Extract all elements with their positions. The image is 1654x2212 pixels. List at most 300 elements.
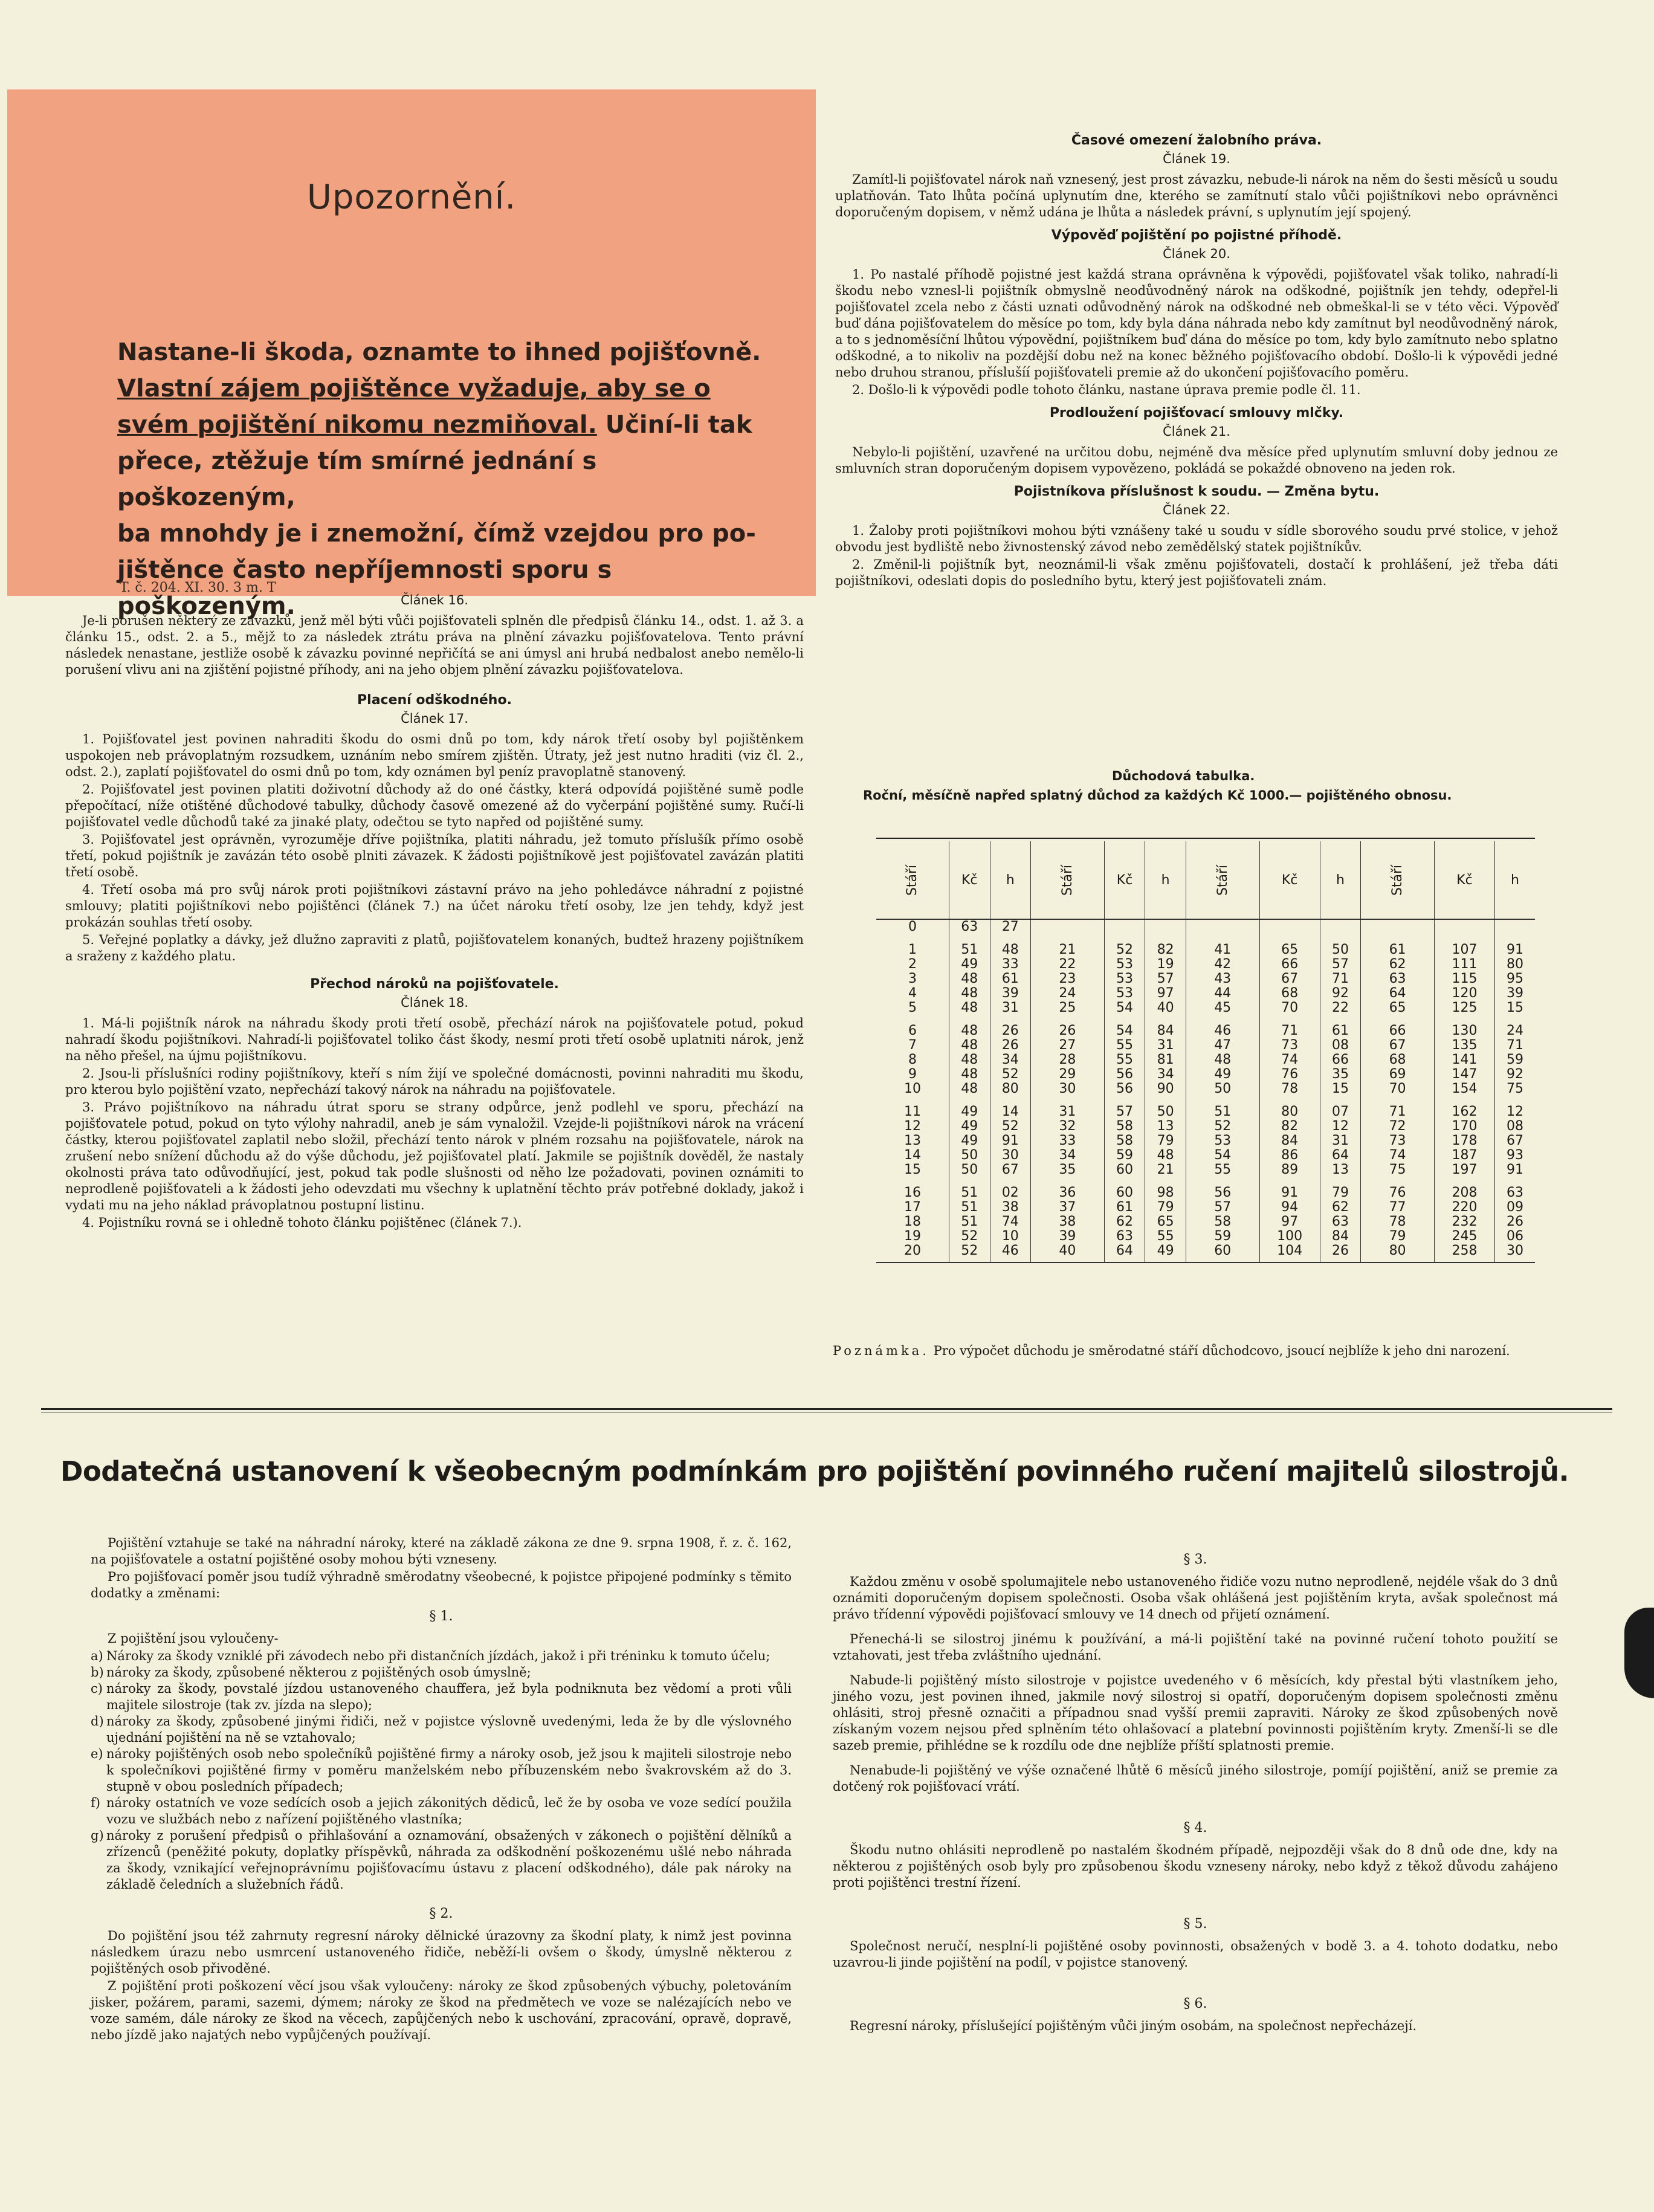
annuity-header-cell bbox=[1320, 841, 1361, 919]
section-6-number: § 6. bbox=[1183, 1996, 1207, 2011]
annuity-cell: 31 bbox=[1145, 1038, 1186, 1053]
annuity-cell: 55 bbox=[1186, 1163, 1259, 1177]
annuity-row bbox=[876, 1200, 1535, 1215]
annuity-header-label: h bbox=[1336, 872, 1345, 888]
annuity-cell: 60 bbox=[1104, 1163, 1145, 1177]
annuity-cell: 28 bbox=[1031, 1053, 1105, 1067]
annuity-cell: 84 bbox=[1259, 1134, 1320, 1148]
annuity-cell: 18 bbox=[904, 1214, 921, 1229]
article-18-para-4: 4. Pojistníku rovná se i ohledně tohoto článku pojištěnec (článek 7.). bbox=[82, 1215, 522, 1230]
exclusion-item-text: Nároky za škody vzniklé při závodech nebo při distančních jízdách, jakož i při tréninku k tomuto účelu; bbox=[106, 1649, 770, 1663]
annuity-row bbox=[876, 986, 1535, 1001]
annuity-header-label: h bbox=[1511, 872, 1519, 888]
annuity-cell: 12 bbox=[1495, 1096, 1535, 1119]
annuity-cell: 81 bbox=[1145, 1053, 1186, 1067]
annuity-cell: 48 bbox=[949, 1053, 990, 1067]
annuity-cell: 48 bbox=[949, 1067, 990, 1082]
annuity-header-label: Kč bbox=[1116, 872, 1133, 888]
annuity-cell: 33 bbox=[1031, 1134, 1105, 1148]
section-2-para-2: Z pojištění proti poškození věcí jsou však vyloučeny: nároky ze škod způsobených výbuchy, poletováním jisker, požárem, parami, sazemi, dýmem; nároky ze škod na předmětech ve voze se nalézajících nebo ve voze samém, dále nároky ze škod na věcech, zapůjčených nebo k uschování, zpracování, opravě, dopravě, nebo jízdě jako najatých nebo vypůjčených používají. bbox=[91, 1979, 792, 2042]
article-17-para-1: 1. Pojišťovatel jest povinen nahraditi škodu do osmi dnů po tom, kdy nárok třetí osoby byl pojištěnkem uspokojen neb právoplatným rozsudkem, uznáním nebo smírem zjištěn. Útraty, jež jest nutno hraditi (viz čl. 2., odst. 2.), zaplatí pojišťovatel do osmi dnů po tom, kdy oznámen byl peníz pravoplatně stanovený. bbox=[65, 732, 804, 779]
annuity-row bbox=[876, 957, 1535, 972]
annuity-cell: 31 bbox=[1320, 1134, 1361, 1148]
exclusion-item-letter: e) bbox=[91, 1747, 103, 1761]
article-20-heading: Výpověď pojištění po pojistné příhodě. bbox=[1051, 228, 1342, 243]
annuity-cell: 95 bbox=[1495, 972, 1535, 986]
annuity-cell: 120 bbox=[1434, 986, 1494, 1001]
annuity-cell: 50 bbox=[1186, 1082, 1259, 1096]
annuity-cell: 48 bbox=[990, 934, 1031, 957]
annuity-cell: 48 bbox=[949, 1015, 990, 1038]
annuity-cell: 55 bbox=[1145, 1229, 1186, 1244]
annuity-cell: 29 bbox=[1031, 1067, 1105, 1082]
annuity-cell: 71 bbox=[1320, 972, 1361, 986]
annuity-header-cell bbox=[1031, 841, 1105, 919]
annuity-cell: 61 bbox=[990, 972, 1031, 986]
annuity-cell: 53 bbox=[1104, 986, 1145, 1001]
annuity-cell: 14 bbox=[990, 1096, 1031, 1119]
annuity-cell: 22 bbox=[1320, 1001, 1361, 1015]
annuity-cell: 97 bbox=[1145, 986, 1186, 1001]
annuity-cell: 232 bbox=[1434, 1215, 1494, 1229]
annuity-row bbox=[876, 1038, 1535, 1053]
annuity-cell: 1 bbox=[908, 942, 917, 957]
annuity-cell: 50 bbox=[1320, 934, 1361, 957]
article-18-number: Článek 18. bbox=[401, 995, 468, 1010]
annuity-cell: 115 bbox=[1434, 972, 1494, 986]
annuity-cell: 63 bbox=[1320, 1215, 1361, 1229]
article-18-heading: Přechod nároků na pojišťovatele. bbox=[310, 977, 559, 992]
article-17-para-4: 4. Třetí osoba má pro svůj nárok proti pojištníkovi zástavní právo na jeho pohledávce náhradní z pojistné smlouvy; platiti pojištníkovi nebo pojištěnci (článek 7.) na účet nároku třetí osoby, lze jen tehdy, když jest prokázán souhlas třetí osoby. bbox=[65, 882, 804, 930]
article-19-number: Článek 19. bbox=[1163, 152, 1230, 166]
annuity-cell: 26 bbox=[1031, 1015, 1105, 1038]
annuity-cell: 26 bbox=[1495, 1215, 1535, 1229]
annuity-row bbox=[876, 1215, 1535, 1229]
annuity-cell: 245 bbox=[1434, 1229, 1494, 1244]
annuity-cell: 78 bbox=[1361, 1215, 1435, 1229]
annuity-cell: 69 bbox=[1361, 1067, 1435, 1082]
exclusion-item-text: nároky ostatních ve voze sedících osob a jejich zákonitých dědiců, leč že by osoba ve voze sedící použila vozu ve službách nebo z nařízení pojištěného vlastníka; bbox=[106, 1796, 792, 1826]
annuity-cell: 111 bbox=[1434, 957, 1494, 972]
article-22-para-2: 2. Změnil-li pojištník byt, neoznámil-li však změnu pojišťovateli, dostačí k prohlášení, jež třeba dáti pojištníkovi, odeslati dopis do posledního bytu, který jest pojišťovateli znám. bbox=[835, 557, 1558, 588]
annuity-cell: 135 bbox=[1434, 1038, 1494, 1053]
annuity-cell: 52 bbox=[990, 1067, 1031, 1082]
exclusion-item-letter: d) bbox=[91, 1714, 104, 1729]
annuity-cell: 91 bbox=[990, 1134, 1031, 1148]
annuity-cell: 79 bbox=[1320, 1177, 1361, 1200]
exclusion-item-text: nároky z porušení předpisů o přihlašování a oznamování, obsažených v zákonech o pojištění dělníků a zřízenců (peněžité pokuty, doplatky příspěvků, náhrada za odškodnění poškozenému ušlé nebo náhrada za škody, vznikající veřejnoprávnímu pojišťovacímu ústavu z placení odškodného), dále pak nároky na základě čeledních a služebních řádů. bbox=[106, 1828, 792, 1892]
annuity-cell: 58 bbox=[1104, 1119, 1145, 1134]
annuity-cell: 104 bbox=[1259, 1244, 1320, 1263]
annuity-header-label: Kč bbox=[1456, 872, 1473, 888]
article-20-para-2: 2. Došlo-li k výpovědi podle tohoto článku, nastane úprava premie podle čl. 11. bbox=[852, 383, 1361, 397]
annuity-header-label: Kč bbox=[961, 872, 978, 888]
exclusion-item bbox=[91, 1795, 792, 1828]
section-3-para-4: Nenabude-li pojištěný ve výše označené lhůtě 6 měsíců jiného silostroje, pomíjí pojištění, aniž se premie za dotčený rok pojišťovací vrátí. bbox=[833, 1763, 1558, 1794]
notice-line: jištěnce často nepříjemnosti sporu s poškozeným. bbox=[117, 556, 612, 620]
annuity-cell: 0 bbox=[908, 919, 917, 934]
article-17-para-5: 5. Veřejné poplatky a dávky, jež dlužno zapraviti z platů, pojišťovatelem konaných, budtež hrazeny pojištníkem a sraženy z každého platu. bbox=[65, 933, 804, 963]
annuity-row bbox=[876, 1163, 1535, 1177]
annuity-cell: 162 bbox=[1434, 1096, 1494, 1119]
annuity-cell: 100 bbox=[1259, 1229, 1320, 1244]
annuity-cell: 67 bbox=[1495, 1134, 1535, 1148]
annuity-cell: 98 bbox=[1145, 1177, 1186, 1200]
annuity-cell: 30 bbox=[1495, 1244, 1535, 1263]
article-22-number: Článek 22. bbox=[1163, 503, 1230, 517]
article-16-text: Je-li porušen některý ze závazků, jenž měl býti vůči pojišťovateli splněn dle předpisů článku 14., odst. 1. až 3. a článku 15., odst. 2. a 5., mějž to za následek ztrátu práva na plnění závazku pojišťovatelova. Tento právní následek nenastane, jestliže osobě k závazku povinné nepřičítá se ani úmysl ani hrubá nedbalost anebo nemělo-li porušení vlivu ani na zjištění pojistné příhody, ani na jeho objem plnění závazku pojišťovatelova. bbox=[65, 613, 804, 677]
annuity-cell: 6 bbox=[908, 1023, 917, 1038]
annuity-cell: 75 bbox=[1495, 1082, 1535, 1096]
annuity-cell: 35 bbox=[1320, 1067, 1361, 1082]
annuity-cell: 64 bbox=[1320, 1148, 1361, 1163]
annuity-cell: 63 bbox=[1361, 972, 1435, 986]
article-17-para-2: 2. Pojišťovatel jest povinen platiti doživotní důchody až do oné částky, která odpovídá pojištěné sumě podle přepočítací, níže otištěné důchodové tabulky, důchody časově omezené až do vyčerpání pojištěné sumy. Ručí-li pojišťovatel vedle důchodů také za jinaké platy, odečtou se tyto napřed od pojištěné sumy. bbox=[65, 782, 804, 829]
annuity-table bbox=[876, 841, 1535, 1263]
notice-line: Učiní-li tak bbox=[596, 411, 752, 439]
annuity-cell: 08 bbox=[1320, 1038, 1361, 1053]
annuity-cell: 61 bbox=[1104, 1200, 1145, 1215]
annuity-header-label: h bbox=[1161, 872, 1170, 888]
annuity-header-cell bbox=[1259, 841, 1320, 919]
annuity-cell: 55 bbox=[1104, 1038, 1145, 1053]
annuity-cell: 62 bbox=[1361, 957, 1435, 972]
annuity-cell: 93 bbox=[1495, 1148, 1535, 1163]
annuity-cell: 125 bbox=[1434, 1001, 1494, 1015]
bottom-right-column bbox=[833, 1545, 1558, 2036]
annuity-cell: 71 bbox=[1495, 1038, 1535, 1053]
annuity-cell: 39 bbox=[990, 986, 1031, 1001]
annuity-cell bbox=[1434, 919, 1494, 934]
annuity-cell: 51 bbox=[949, 1200, 990, 1215]
annuity-cell: 92 bbox=[1320, 986, 1361, 1001]
annuity-cell: 54 bbox=[1104, 1001, 1145, 1015]
article-21-number: Článek 21. bbox=[1163, 424, 1230, 439]
exclusion-item bbox=[91, 1681, 792, 1713]
annuity-cell: 30 bbox=[990, 1148, 1031, 1163]
annuity-cell: 25 bbox=[1031, 1001, 1105, 1015]
annuity-cell: 13 bbox=[1320, 1163, 1361, 1177]
annuity-cell: 67 bbox=[990, 1163, 1031, 1177]
annuity-cell: 51 bbox=[949, 1177, 990, 1200]
annuity-cell: 57 bbox=[1104, 1096, 1145, 1119]
exclusion-item-text: nároky pojištěných osob nebo společníků pojištěné firmy a nároky osob, jež jsou k majiteli silostroje nebo k společníkovi pojištěné firmy v poměru manželském nebo příbuzenském nebo švakrovském až do 3. stupně v obou posledních případech; bbox=[106, 1747, 792, 1794]
intro-para-1: Pojištění vztahuje se také na náhradní nároky, které na základě zákona ze dne 9. srpna 1908, ř. z. č. 162, na pojišťovatele a ostatní pojištěné osoby mohou býti vzneseny. bbox=[91, 1536, 792, 1567]
main-title: Dodatečná ustanovení k všeobecným podmínkám pro pojištění povinného ručení majitelů silostrojů. bbox=[60, 1455, 1569, 1487]
exclusion-item-letter: g) bbox=[91, 1828, 104, 1843]
annuity-cell: 52 bbox=[1186, 1119, 1259, 1134]
annuity-cell: 65 bbox=[1361, 1001, 1435, 1015]
annuity-cell: 107 bbox=[1434, 934, 1494, 957]
annuity-cell: 82 bbox=[1259, 1119, 1320, 1134]
annuity-cell: 80 bbox=[1495, 957, 1535, 972]
annuity-cell bbox=[1259, 919, 1320, 934]
article-17-number: Článek 17. bbox=[401, 711, 468, 726]
annuity-row bbox=[876, 934, 1535, 957]
annuity-cell: 21 bbox=[1145, 1163, 1186, 1177]
annuity-cell: 84 bbox=[1145, 1015, 1186, 1038]
annuity-cell: 170 bbox=[1434, 1119, 1494, 1134]
annuity-cell: 20 bbox=[876, 1244, 949, 1263]
annuity-cell: 62 bbox=[1104, 1215, 1145, 1229]
annuity-cell: 77 bbox=[1361, 1200, 1435, 1215]
annuity-header-cell bbox=[1361, 841, 1435, 919]
section-4-number: § 4. bbox=[1183, 1820, 1207, 1835]
annuity-cell: 73 bbox=[1259, 1038, 1320, 1053]
annuity-cell: 49 bbox=[949, 1134, 990, 1148]
annuity-table-title: Důchodová tabulka. bbox=[1112, 769, 1255, 783]
annuity-cell: 71 bbox=[1361, 1096, 1435, 1119]
exclusion-item bbox=[91, 1648, 792, 1664]
annuity-cell: 74 bbox=[990, 1215, 1031, 1229]
annuity-header-label: Stáří bbox=[1215, 864, 1230, 896]
annuity-cell: 59 bbox=[1495, 1053, 1535, 1067]
exclusion-item-letter: a) bbox=[91, 1649, 103, 1663]
annuity-cell: 15 bbox=[1495, 1001, 1535, 1015]
annuity-header-cell bbox=[1434, 841, 1494, 919]
annuity-cell: 64 bbox=[1104, 1244, 1145, 1263]
annuity-cell: 56 bbox=[1186, 1177, 1259, 1200]
notice-print-code: T. č. 204. XI. 30. 3 m. T bbox=[120, 580, 276, 595]
annuity-cell: 51 bbox=[1186, 1096, 1259, 1119]
annuity-cell bbox=[1320, 919, 1361, 934]
annuity-cell: 13 bbox=[904, 1133, 921, 1148]
annuity-cell: 84 bbox=[1320, 1229, 1361, 1244]
section-5-number: § 5. bbox=[1183, 1916, 1207, 1932]
annuity-cell: 71 bbox=[1259, 1015, 1320, 1038]
annuity-cell: 38 bbox=[990, 1200, 1031, 1215]
annuity-cell: 82 bbox=[1145, 934, 1186, 957]
annuity-cell: 10 bbox=[904, 1081, 921, 1096]
annuity-cell: 06 bbox=[1495, 1229, 1535, 1244]
annuity-cell bbox=[1104, 919, 1145, 934]
annuity-cell: 91 bbox=[1495, 1163, 1535, 1177]
annuity-cell: 63 bbox=[949, 919, 990, 934]
annuity-cell: 15 bbox=[904, 1162, 921, 1177]
annuity-cell: 89 bbox=[1259, 1163, 1320, 1177]
annuity-header-label: Stáří bbox=[905, 864, 920, 896]
table-top-rule bbox=[876, 838, 1535, 839]
annuity-cell: 76 bbox=[1259, 1067, 1320, 1082]
exclusion-item bbox=[91, 1828, 792, 1893]
annuity-cell: 91 bbox=[1259, 1177, 1320, 1200]
annuity-cell: 86 bbox=[1259, 1148, 1320, 1163]
annuity-cell: 9 bbox=[908, 1067, 917, 1082]
annuity-row bbox=[876, 1134, 1535, 1148]
annuity-cell: 52 bbox=[1104, 934, 1145, 957]
annuity-cell bbox=[1495, 919, 1535, 934]
annuity-cell: 94 bbox=[1259, 1200, 1320, 1215]
annuity-cell: 48 bbox=[949, 1001, 990, 1015]
annuity-cell bbox=[1145, 919, 1186, 934]
annuity-cell: 39 bbox=[1031, 1229, 1105, 1244]
annuity-header-cell bbox=[1104, 841, 1145, 919]
annuity-cell: 24 bbox=[1031, 986, 1105, 1001]
annuity-cell: 65 bbox=[1145, 1215, 1186, 1229]
article-20-number: Článek 20. bbox=[1163, 247, 1230, 261]
annuity-cell: 63 bbox=[1495, 1177, 1535, 1200]
exclusion-item bbox=[91, 1664, 792, 1681]
annuity-cell: 59 bbox=[1186, 1229, 1259, 1244]
annuity-header-cell bbox=[876, 841, 949, 919]
annuity-row bbox=[876, 1244, 1535, 1263]
annuity-cell: 44 bbox=[1186, 986, 1259, 1001]
annuity-cell: 24 bbox=[1495, 1015, 1535, 1038]
annuity-cell: 49 bbox=[949, 1096, 990, 1119]
annuity-cell: 66 bbox=[1320, 1053, 1361, 1067]
annuity-cell: 48 bbox=[949, 986, 990, 1001]
annuity-row bbox=[876, 919, 1535, 934]
intro-para-2: Pro pojišťovací poměr jsou tudíž výhradně směrodatny všeobecné, k pojistce připojené podmínky s těmito dodatky a změnami: bbox=[91, 1570, 792, 1600]
annuity-cell: 26 bbox=[1320, 1244, 1361, 1263]
notice-line: svém pojištění nikomu nezmiňoval. bbox=[117, 411, 597, 439]
annuity-cell: 36 bbox=[1031, 1177, 1105, 1200]
annuity-cell: 26 bbox=[990, 1015, 1031, 1038]
notice-line: Nastane-li škoda, oznamte to ihned pojišťovně. bbox=[117, 338, 761, 366]
annuity-header-label: h bbox=[1006, 872, 1015, 888]
annuity-cell: 60 bbox=[1186, 1244, 1259, 1263]
annuity-cell: 78 bbox=[1259, 1082, 1320, 1096]
article-21-heading: Prodloužení pojišťovací smlouvy mlčky. bbox=[1049, 406, 1344, 421]
exclusion-item bbox=[91, 1746, 792, 1795]
notice-line: ba mnohdy je i znemožní, čímž vzejdou pro po- bbox=[117, 520, 756, 548]
annuity-row bbox=[876, 1015, 1535, 1038]
annuity-cell: 62 bbox=[1320, 1200, 1361, 1215]
article-22-heading: Pojistníkova příslušnost k soudu. — Změna bytu. bbox=[1013, 484, 1380, 499]
annuity-cell: 27 bbox=[990, 919, 1031, 934]
annuity-cell: 63 bbox=[1104, 1229, 1145, 1244]
annuity-cell: 52 bbox=[990, 1119, 1031, 1134]
annuity-cell: 47 bbox=[1186, 1038, 1259, 1053]
annuity-cell: 09 bbox=[1495, 1200, 1535, 1215]
annuity-cell: 34 bbox=[1031, 1148, 1105, 1163]
annuity-cell: 43 bbox=[1186, 972, 1259, 986]
annuity-cell: 66 bbox=[1361, 1015, 1435, 1038]
annuity-cell: 17 bbox=[904, 1200, 921, 1215]
annuity-cell: 49 bbox=[949, 957, 990, 972]
annuity-cell: 4 bbox=[908, 986, 917, 1001]
annuity-cell: 51 bbox=[949, 934, 990, 957]
section-3-para-2: Přenechá-li se silostroj jinému k používání, a má-li pojištění také na povinné ručení tohoto použití se vztahovati, jest třeba zvláštního ujednání. bbox=[833, 1632, 1558, 1663]
exclusion-item-text: nároky za škody, způsobené některou z pojištěných osob úmyslně; bbox=[106, 1665, 531, 1680]
annuity-row bbox=[876, 1148, 1535, 1163]
annuity-cell: 130 bbox=[1434, 1015, 1494, 1038]
article-18-para-3: 3. Právo pojištníkovo na náhradu útrat sporu se strany odpůrce, jenž podlehl ve sporu, přechází na pojišťovatele potud, pokud on tyto výlohy nahradil, aneb je sám vynaložil. Vzejde-li pojištníkovi nárok na vrácení částky, kterou pojišťovatel zaplatil nebo složil, přechází tento nárok v plném rozsahu na pojišťovatele, nárok na zrušení nebo snížení důchodu až do výše důchodu, jež pojišťovatel platí. Jakmile se pojištník dověděl, že nastaly okolnosti práva tato odůvodňující, jest, pokud tak podle slušnosti od něho lze požadovati, povinen oznámiti to neprodleně pojišťovateli a k žádosti jeho odevzdati mu všechny k uplatnění těchto práv potřebné doklady, jakož i vydati mu na jeho náklad právoplatnou postupní listinu. bbox=[65, 1100, 804, 1212]
annuity-cell: 55 bbox=[1104, 1053, 1145, 1067]
notice-line: přece, ztěžuje tím smírné jednání s poškozeným, bbox=[117, 447, 597, 511]
table-note-label: Poznámka. bbox=[833, 1344, 929, 1358]
annuity-cell: 54 bbox=[1186, 1148, 1259, 1163]
annuity-cell: 19 bbox=[904, 1229, 921, 1244]
exclusion-item-text: nároky za škody, povstalé jízdou ustanoveného chauffera, jež byla podniknuta bez vědomí a proti vůli majitele silostroje (tak zv. jízda na slepo); bbox=[106, 1681, 792, 1712]
exclusion-item-letter: f) bbox=[91, 1796, 100, 1810]
article-18-para-2: 2. Jsou-li příslušníci rodiny pojištníkovy, kteří s ním žijí ve společné domácnosti, povinni nahraditi mu škodu, pro kterou bylo pojištění vzato, nepřechází takový nárok na náhradu na pojišťovatele. bbox=[65, 1066, 804, 1097]
annuity-cell: 08 bbox=[1495, 1119, 1535, 1134]
annuity-cell: 27 bbox=[1031, 1038, 1105, 1053]
article-20-para-1: 1. Po nastalé příhodě pojistné jest každá strana oprávněna k výpovědi, pojišťovatel však toliko, nahradí-li škodu nebo vznesl-li pojištník obmyslně neodůvodněný nárok na odškodné, pojištník jen tehdy, odepřel-li pojišťovatel zcela nebo z části uznati odůvodněný nárok na odškodné neb obmeškal-li se v této věci. Výpověď buď dána pojišťovatelem do měsíce po tom, kdy byla dána náhrada nebo kdy zamítnut byl neodůvodněný nárok, a to s jednoměsíční lhůtou výpovědní, pojištníkem buď dána do měsíce po tom, kdy bylo zamítnuto nebo splatno odškodné, a to nikoliv na pozdější dobu než na konec běžného pojišťovacího období. Došlo-li k výpovědi jedné nebo druhou stranou, příslušíí pojišťovateli premie až do ukončení pojišťovacího poměru. bbox=[835, 267, 1558, 380]
section-1-lead: Z pojištění jsou vyloučeny- bbox=[108, 1631, 279, 1646]
annuity-cell: 75 bbox=[1361, 1163, 1435, 1177]
section-6-text: Regresní nároky, příslušející pojištěným vůči jiným osobám, na společnost nepřecházejí. bbox=[850, 2019, 1417, 2033]
section-2-number: § 2. bbox=[429, 1906, 453, 1921]
annuity-cell: 34 bbox=[1145, 1067, 1186, 1082]
annuity-header-cell bbox=[1495, 841, 1535, 919]
annuity-cell: 52 bbox=[949, 1229, 990, 1244]
bottom-left-column bbox=[91, 1535, 792, 2045]
annuity-cell: 21 bbox=[1031, 934, 1105, 957]
section-3-para-1: Každou změnu v osobě spolumajitele nebo ustanoveného řidiče vozu nutno neprodleně, nejdéle však do 3 dnů oznámiti doporučeným dopisem společnosti. Osoba však ohlášená jest pojištěním kryta, avšak společnost má právo třídenní výpovědi pojišťovací smlouvy ve 14 dnech od přijetí oznámení. bbox=[833, 1574, 1558, 1622]
annuity-cell: 50 bbox=[949, 1148, 990, 1163]
annuity-cell: 12 bbox=[904, 1119, 921, 1134]
table-note bbox=[833, 1343, 1558, 1359]
annuity-cell: 57 bbox=[1320, 957, 1361, 972]
annuity-cell: 54 bbox=[1104, 1015, 1145, 1038]
notice-title: Upozornění. bbox=[306, 178, 517, 217]
section-3-number: § 3. bbox=[1183, 1552, 1207, 1567]
annuity-cell: 80 bbox=[1259, 1096, 1320, 1119]
annuity-row bbox=[876, 1001, 1535, 1015]
annuity-header-label: Stáří bbox=[1390, 864, 1406, 896]
annuity-cell: 13 bbox=[1145, 1119, 1186, 1134]
article-17-para-3: 3. Pojišťovatel jest oprávněn, vyrozuměje dříve pojištníka, platiti náhradu, jež tomuto příslušík přímo osobě třetí, pokud pojištník je zavázán této osobě plniti závazek. K žádosti pojištníkově jest pojišťovatel zavázán platiti třetí osobě. bbox=[65, 832, 804, 879]
section-5-text: Společnost neručí, nesplní-li pojištěné osoby povinnosti, obsažených v bodě 3. a 4. tohoto dodatku, nebo uzavrou-li jinde pojištění na podíl, v pojistce stanovený. bbox=[833, 1939, 1558, 1970]
annuity-table-body bbox=[876, 919, 1535, 1263]
annuity-header-cell bbox=[949, 841, 990, 919]
annuity-cell: 56 bbox=[1104, 1067, 1145, 1082]
annuity-cell: 12 bbox=[1320, 1119, 1361, 1134]
annuity-header-label: Stáří bbox=[1059, 864, 1075, 896]
exclusion-item-text: nároky za škody, způsobené jinými řidiči, než v pojistce výslovně uvedenými, leda že by dle výslovného ujednání pojištění na ně se vztahovalo; bbox=[106, 1714, 792, 1745]
annuity-row bbox=[876, 1119, 1535, 1134]
annuity-cell: 56 bbox=[1104, 1082, 1145, 1096]
annuity-cell: 97 bbox=[1259, 1215, 1320, 1229]
annuity-cell: 61 bbox=[1361, 934, 1435, 957]
exclusion-item-letter: c) bbox=[91, 1681, 103, 1696]
annuity-row bbox=[876, 1177, 1535, 1200]
table-note-text: Pro výpočet důchodu je směrodatné stáří důchodcovo, jsoucí nejblíže k jeho dni narození. bbox=[933, 1344, 1510, 1358]
annuity-cell: 19 bbox=[1145, 957, 1186, 972]
annuity-cell: 39 bbox=[1495, 986, 1535, 1001]
annuity-cell bbox=[1186, 919, 1259, 934]
annuity-row bbox=[876, 1096, 1535, 1119]
article-16-number: Článek 16. bbox=[401, 593, 468, 607]
annuity-cell: 197 bbox=[1434, 1163, 1494, 1177]
annuity-cell: 40 bbox=[1145, 1001, 1186, 1015]
section-divider-top bbox=[41, 1408, 1612, 1410]
section-1-list bbox=[91, 1648, 792, 1893]
annuity-cell: 23 bbox=[1031, 972, 1105, 986]
annuity-cell: 92 bbox=[1495, 1067, 1535, 1082]
annuity-cell bbox=[1031, 919, 1105, 934]
annuity-cell: 141 bbox=[1434, 1053, 1494, 1067]
annuity-cell: 91 bbox=[1495, 934, 1535, 957]
exclusion-item-letter: b) bbox=[91, 1665, 104, 1680]
annuity-cell: 67 bbox=[1361, 1038, 1435, 1053]
annuity-header-cell bbox=[1186, 841, 1259, 919]
annuity-cell: 26 bbox=[990, 1038, 1031, 1053]
annuity-cell: 65 bbox=[1259, 934, 1320, 957]
notice-line: Vlastní zájem pojištěnce vyžaduje, aby se o bbox=[117, 375, 711, 403]
article-18-para-1: 1. Má-li pojištník nárok na náhradu škody proti třetí osobě, přechází nárok na pojišťovatele potud, pokud nahradí škodu pojištníkovi. Nahradí-li pojišťovatel toliko část škody, nesmí proti třetí osobě uplatniti nárok, jenž na něho přešel, na újmu pojištníkovu. bbox=[65, 1016, 804, 1063]
annuity-cell: 48 bbox=[949, 1082, 990, 1096]
annuity-row bbox=[876, 1067, 1535, 1082]
annuity-cell: 31 bbox=[1031, 1096, 1105, 1119]
annuity-cell: 11 bbox=[904, 1104, 921, 1119]
annuity-cell: 22 bbox=[1031, 957, 1105, 972]
annuity-cell: 46 bbox=[990, 1244, 1031, 1263]
annuity-cell: 79 bbox=[1361, 1229, 1435, 1244]
annuity-cell: 60 bbox=[1104, 1177, 1145, 1200]
